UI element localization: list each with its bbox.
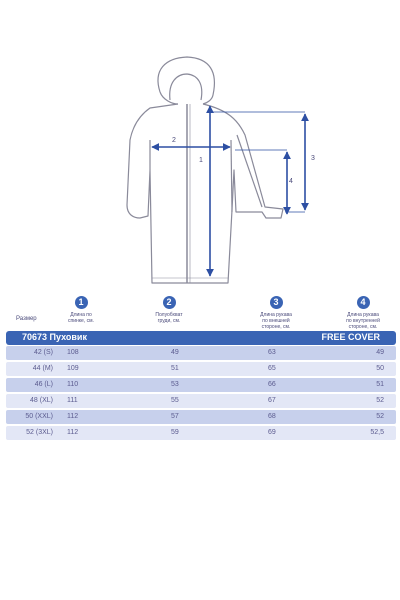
outer-sleeve-cell: 63 [268,349,276,356]
table-row [6,410,396,424]
size-cell: 46 (L) [34,381,53,388]
column-header-3-line: по внешней [262,318,290,324]
measurement-labels [172,137,315,185]
number-badge-2: 2 [163,296,176,309]
number-badge-4: 4 [357,296,370,309]
back-length-cell: 112 [67,413,79,420]
measurement-arrows [152,106,305,276]
table-row [6,426,396,440]
size-cell: 52 (3XL) [26,429,53,436]
garment-measurement-diagram [0,0,400,290]
column-header-2-text [139,312,199,324]
back-length-cell: 112 [67,429,79,436]
outer-sleeve-cell: 65 [268,365,276,372]
table-header [0,296,400,332]
inner-sleeve-cell: 50 [376,365,384,372]
column-header-3 [246,296,306,330]
product-title-bar [6,331,396,345]
label-3: 3 [311,155,315,162]
column-header-2 [139,296,199,324]
size-cell: 48 (XL) [30,397,53,404]
half-chest-cell: 59 [171,429,179,436]
column-header-4-text [333,312,393,330]
article-title: 70673 Пуховик [22,332,87,342]
brand-name: FREE COVER [321,332,380,342]
column-header-2-line: груди, см. [157,318,181,324]
size-table [6,346,396,442]
table-row [6,346,396,360]
inner-sleeve-cell: 52 [376,413,384,420]
column-header-1-line: спинке, см. [68,318,94,324]
half-chest-cell: 51 [171,365,179,372]
size-cell: 44 (M) [32,365,53,372]
table-row [6,394,396,408]
outer-sleeve-cell: 67 [268,397,276,404]
size-cell: 42 (S) [33,349,53,356]
outer-sleeve-cell: 66 [268,381,276,388]
table-row [6,378,396,392]
number-badge-3: 3 [270,296,283,309]
back-length-cell: 108 [67,349,79,356]
back-length-cell: 110 [67,381,79,388]
column-header-4-line: стороне, см. [348,324,378,330]
column-header-4-line: Длина рукава [347,312,379,318]
column-header-1 [51,296,111,324]
column-header-1-text [51,312,111,324]
size-cell: 50 (XXL) [25,413,53,420]
back-length-cell: 111 [67,397,78,404]
inner-sleeve-cell: 49 [376,349,384,356]
half-chest-cell: 57 [171,413,179,420]
inner-sleeve-cell: 52 [376,397,384,404]
back-length-cell: 109 [67,365,79,372]
half-chest-cell: 49 [171,349,179,356]
inner-sleeve-cell: 51 [376,381,384,388]
column-header-1-line: Длина по [70,312,92,318]
column-header-4-line: по внутренней [346,318,380,324]
size-column-header: Размер [16,316,37,322]
table-row [6,362,396,376]
column-header-3-line: стороне, см. [261,324,291,330]
outer-sleeve-cell: 69 [268,429,276,436]
coat-outline [127,57,283,283]
column-header-4 [333,296,393,330]
half-chest-cell: 53 [171,381,179,388]
column-header-2-line: Полуобхват [155,312,183,318]
half-chest-cell: 55 [171,397,179,404]
label-1: 1 [199,157,203,164]
number-badge-1: 1 [75,296,88,309]
inner-sleeve-cell: 52,5 [370,429,384,436]
outer-sleeve-cell: 68 [268,413,276,420]
column-header-3-text [246,312,306,330]
label-2: 2 [172,137,176,144]
label-4: 4 [289,178,293,185]
column-header-3-line: Длина рукава [260,312,292,318]
